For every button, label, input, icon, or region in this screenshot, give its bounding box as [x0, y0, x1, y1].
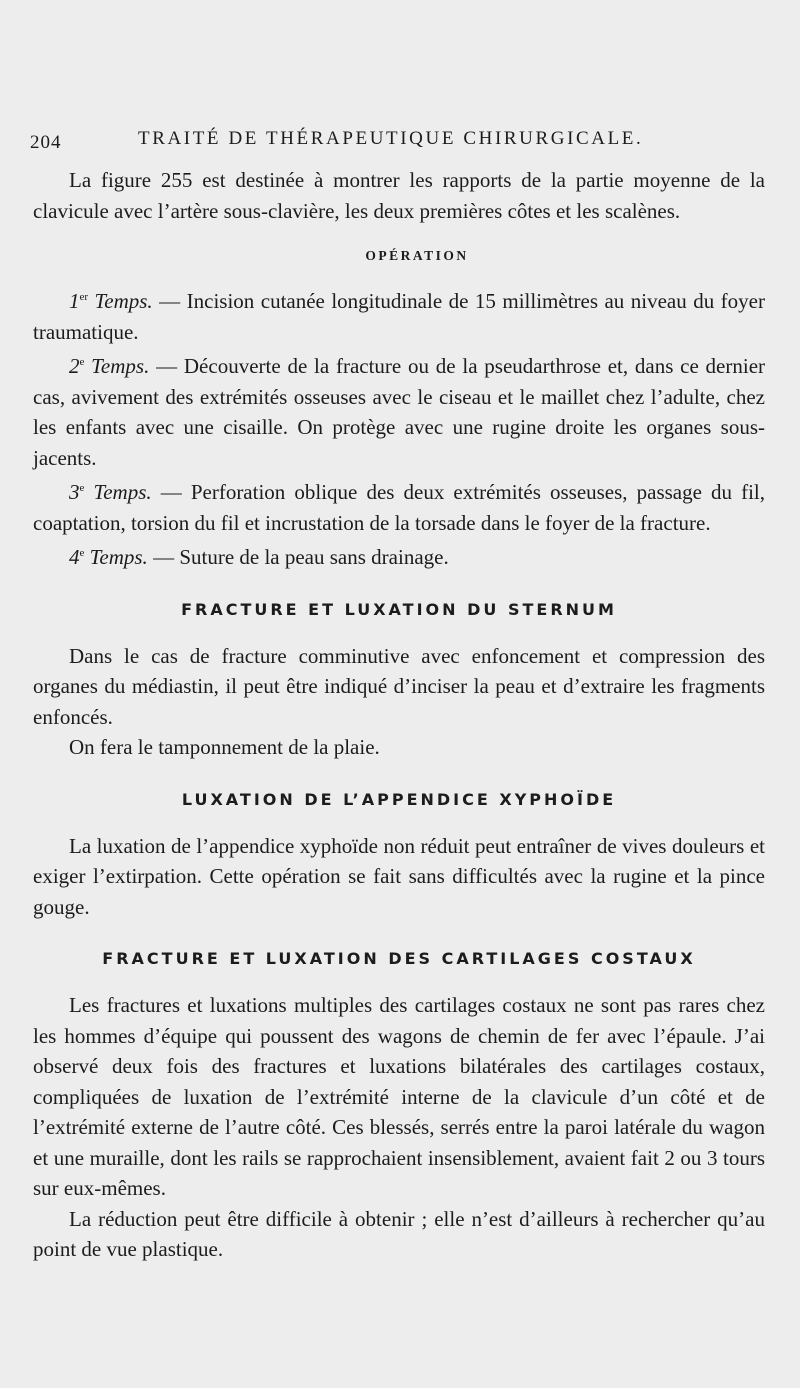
sternum-paragraph: Dans le cas de fracture comminutive avec enfoncement et compression des organes du médiastin, il peut être indiqué d’inciser la peau et d’extraire les fragments enfoncés.: [33, 643, 765, 729]
step-label: Temps.: [94, 289, 153, 313]
operation-step: [33, 347, 765, 473]
xyphoide-paragraph: La luxation de l’appendice xyphoïde non réduit peut entraîner de vives douleurs et exiger l’extirpation. Cette opération se fait sans difficultés avec la rugine et la pince gouge.: [33, 833, 765, 919]
operation-title: OPÉRATION: [365, 248, 469, 263]
step-text: — Découverte de la fracture ou de la pseudarthrose et, dans ce dernier cas, avivement des extrémités osseuses avec le ciseau et le maillet chez l’adulte, chez les enfants avec une cisaille. On protège avec une rugine droite les organes sous-jacents.: [33, 354, 766, 470]
cartilages-paragraph: La réduction peut être difficile à obtenir ; elle n’est d’ailleurs à rechercher qu’au point de vue plastique.: [33, 1206, 765, 1261]
intro-paragraph: La figure 255 est destinée à montrer les rapports de la partie moyenne de la clavicule avec l’artère sous-clavière, les deux premières côtes et les scalènes.: [33, 168, 765, 223]
section-title-cartilages: FRACTURE ET LUXATION DES CARTILAGES COSTAUX: [102, 949, 696, 968]
step-label: Temps.: [93, 480, 152, 504]
page-number: 204: [30, 132, 62, 153]
running-title: TRAITÉ DE THÉRAPEUTIQUE CHIRURGICALE.: [138, 128, 644, 149]
step-number: 3e: [69, 480, 85, 504]
operation-step: [33, 473, 765, 538]
operation-step: [33, 282, 765, 347]
step-label: Temps.: [91, 354, 150, 378]
step-number: 4e: [69, 545, 85, 569]
step-number: 1er: [69, 289, 89, 313]
step-text: — Incision cutanée longitudinale de 15 millimètres au niveau du foyer traumatique.: [33, 289, 765, 344]
step-text: — Suture de la peau sans drainage.: [153, 545, 449, 569]
sternum-paragraph: On fera le tamponnement de la plaie.: [69, 735, 380, 759]
operation-step: [33, 538, 765, 573]
page-header: [30, 128, 770, 158]
step-label: Temps.: [89, 545, 148, 569]
section-title-xyphoide: LUXATION DE L’APPENDICE XYPHOÏDE: [181, 789, 617, 809]
cartilages-paragraph: Les fractures et luxations multiples des cartilages costaux ne sont pas rares chez les hommes d’équipe qui poussent des wagons de chemin de fer avec l’épaule. J’ai observé deux fois des fractures et luxations bilatérales des cartilages costaux, compliquées de luxation de l’extrémité interne de la clavicule d’un côté et de l’extrémité externe de l’autre côté. Ces blessés, serrés entre la paroi latérale du wagon et une muraille, dont les rails se rapprochaient insensiblement, avaient fait 2 ou 3 tours sur eux-mêmes.: [33, 993, 765, 1200]
section-title-sternum: FRACTURE ET LUXATION DU STERNUM: [181, 599, 617, 619]
step-number: 2e: [69, 354, 85, 378]
step-text: — Perforation oblique des deux extrémités osseuses, passage du fil, coaptation, torsion du fil et incrustation de la torsade dans le foyer de la fracture.: [33, 480, 766, 535]
page-body: [33, 165, 765, 1265]
